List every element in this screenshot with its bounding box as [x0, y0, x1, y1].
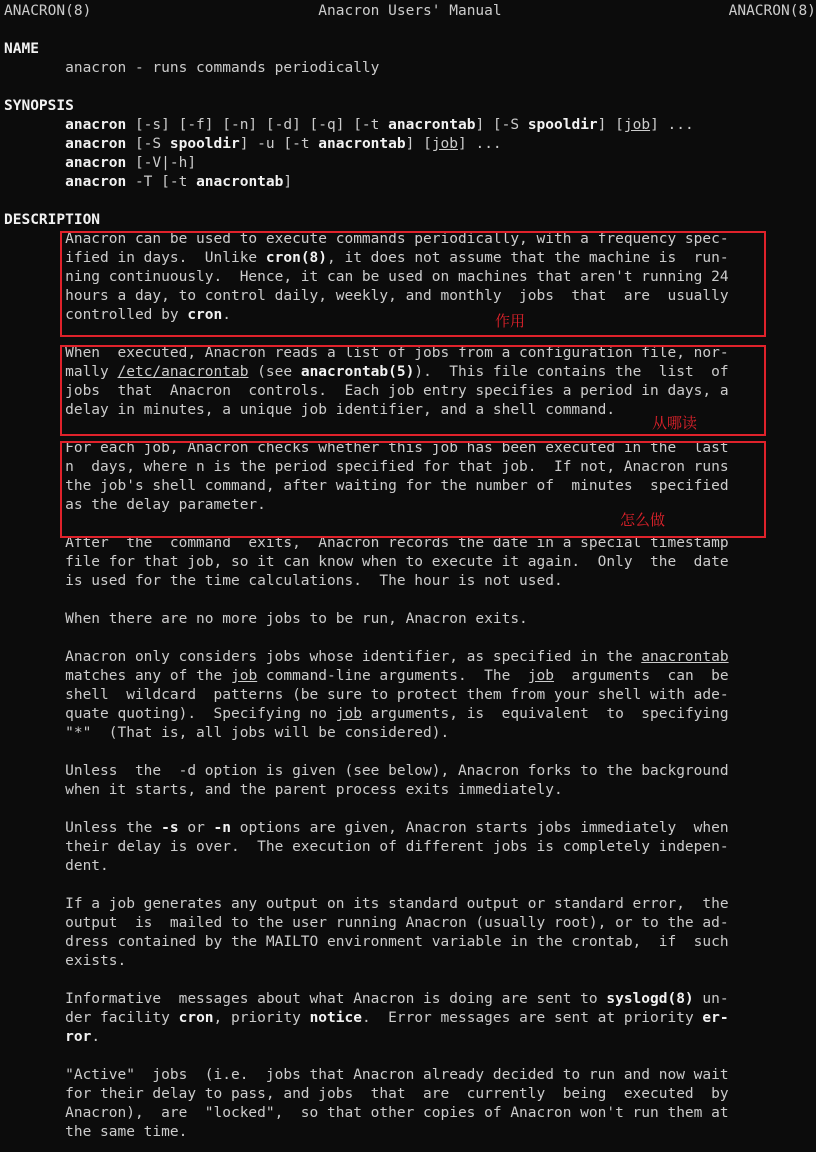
synopsis-line-3: anacron [-V|-h] — [65, 155, 197, 171]
description-paragraph-11: "Active" jobs (i.e. jobs that Anacron already decided to run and now wait for their delay to pass, and jobs that are currently being executed by Anacron), are "locked", so that other copies of Anacron won't run them at the same time. — [65, 1067, 729, 1140]
synopsis-line-4: anacron -T [-t anacrontab] — [65, 174, 293, 190]
description-paragraph-3: For each job, Anacron checks whether this job has been executed in the last n days, where n is the period specified for that job. If not, Anacron runs the job's shell command, after waiting for the number of minutes specified as the delay parameter. — [65, 440, 729, 513]
annotation-label-method: 怎么做 — [620, 511, 666, 529]
annotation-label-source: 从哪读 — [652, 414, 698, 432]
man-page — [4, 2, 816, 1142]
description-paragraph-9: If a job generates any output on its standard output or standard error, the output is mailed to the user running Anacron (usually root), or to the ad- dress contained by the MAILTO environment variable in the crontab, if such exists. — [65, 896, 729, 969]
description-paragraph-4: After the command exits, Anacron records the date in a special timestamp file for that job, so it can know when to execute it again. Only the date is used for the time calculations. The hour is not used. — [65, 535, 729, 589]
section-synopsis-heading: SYNOPSIS — [4, 98, 74, 114]
name-text: anacron - runs commands periodically — [65, 60, 380, 76]
description-paragraph-8: Unless the -s or -n options are given, Anacron starts jobs immediately when their delay is over. The execution of different jobs is completely indepen- dent. — [65, 820, 729, 874]
annotation-box-purpose — [60, 231, 766, 337]
description-paragraph-7: Unless the -d option is given (see below), Anacron forks to the background when it starts, and the parent process exits immediately. — [65, 763, 729, 798]
description-paragraph-10: Informative messages about what Anacron is doing are sent to syslogd(8) un- der facility cron, priority notice. Error messages are sent at priority er- ror. — [65, 991, 729, 1045]
description-paragraph-6: Anacron only considers jobs whose identifier, as specified in the anacrontab matches any of the job command-line arguments. The job arguments can be shell wildcard patterns (be sure to protect them from your shell with ade- quate quoting). Specifying no job arguments, is equivalent to specifying "*" (That is, all jobs will be considered). — [65, 649, 729, 741]
description-paragraph-1: Anacron can be used to execute commands periodically, with a frequency spec- ified in days. Unlike cron(8), it does not assume that the machine is run- ning continuously. Hence, it can be used on machines that aren't running 24 hours a day, to control daily, weekly, and monthly jobs that are usually controlled by cron. — [65, 231, 729, 323]
annotation-label-purpose: 作用 — [495, 312, 526, 330]
section-name-heading: NAME — [4, 41, 39, 57]
man-header — [4, 2, 816, 21]
section-description-heading: DESCRIPTION — [4, 212, 101, 228]
synopsis-line-1: anacron [-s] [-f] [-n] [-d] [-q] [-t anacrontab] [-S spooldir] [job] ... — [65, 117, 694, 133]
description-paragraph-2: When executed, Anacron reads a list of jobs from a configuration file, nor- mally /etc/anacrontab (see anacrontab(5)). This file contains the list of jobs that Anacron controls. Each job entry specifies a period in days, a delay in minutes, a unique job identifier, and a shell command. — [65, 345, 729, 418]
header-center: Anacron Users' Manual — [318, 3, 502, 19]
header-left: ANACRON(8) — [4, 3, 92, 19]
synopsis-line-2: anacron [-S spooldir] -u [-t anacrontab] [job] ... — [65, 136, 502, 152]
header-right: ANACRON(8) — [728, 3, 816, 19]
description-paragraph-5: When there are no more jobs to be run, Anacron exits. — [65, 611, 528, 627]
